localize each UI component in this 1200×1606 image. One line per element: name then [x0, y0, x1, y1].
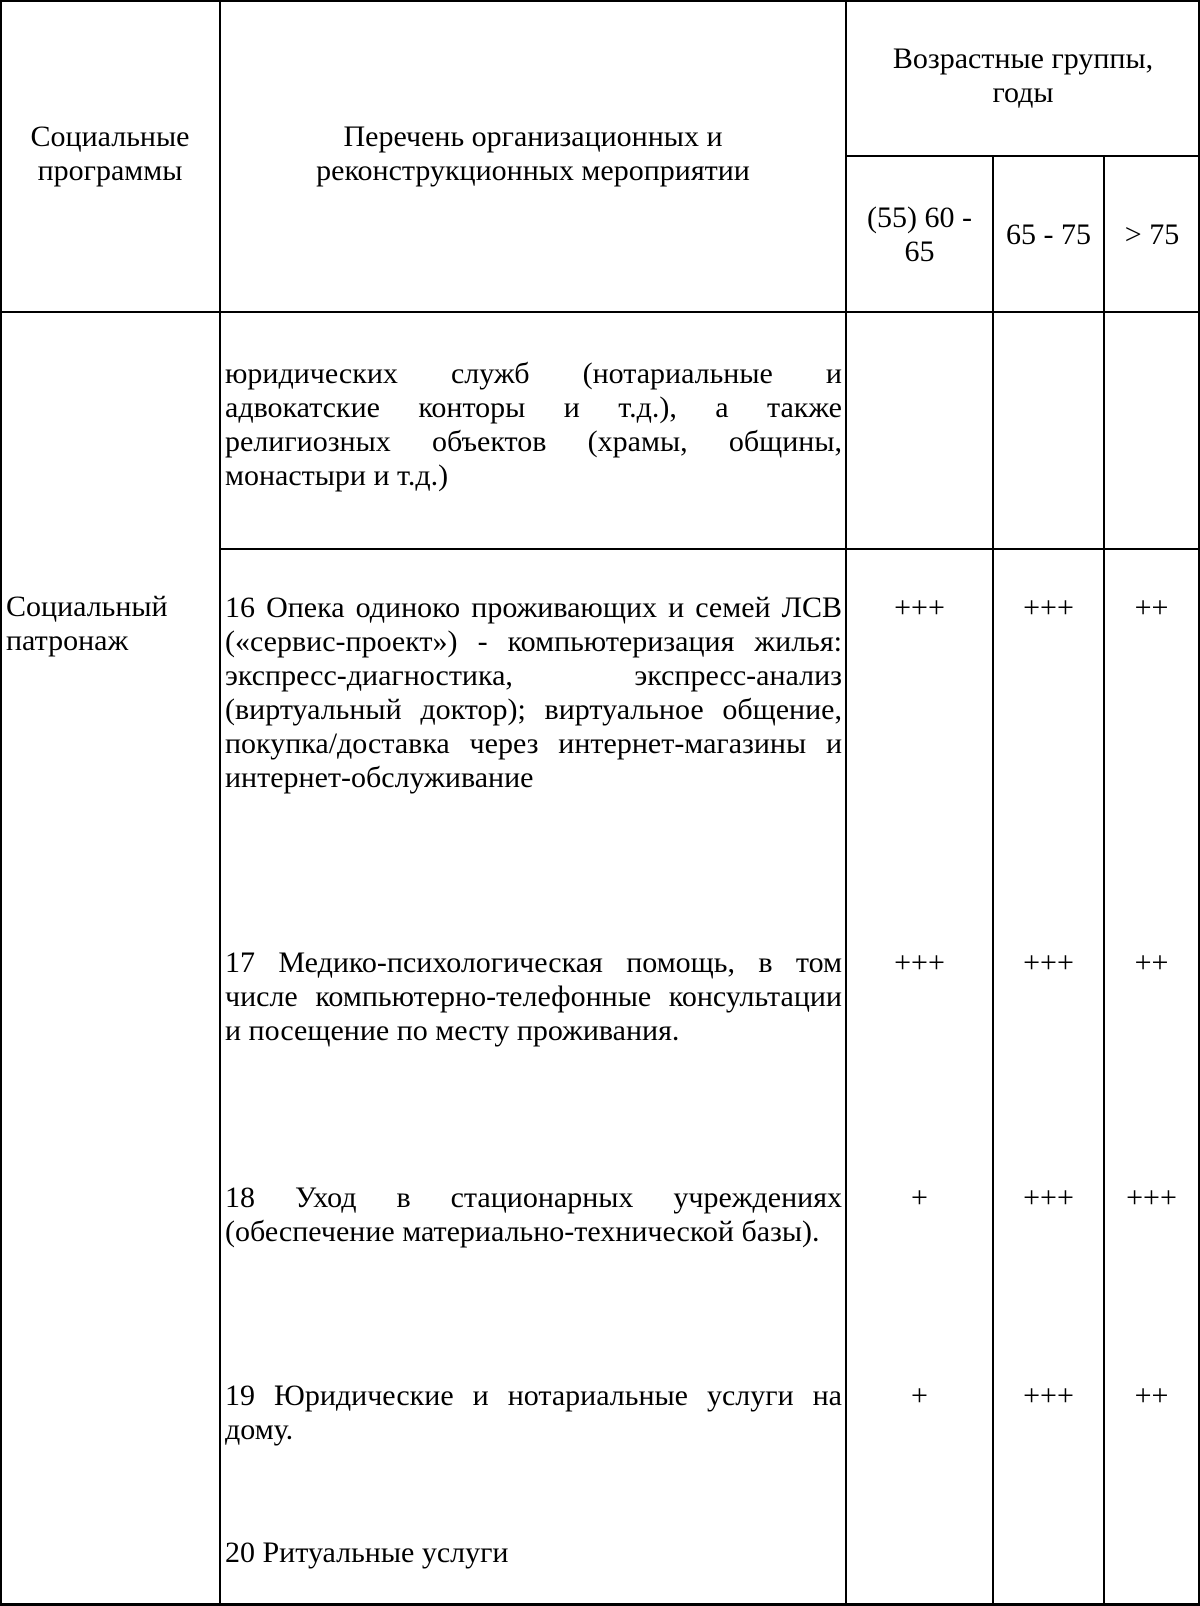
row-text: 17 Медико-психологическая помощь, в том числе компьютерно-телефонные консультации и посещение по месту проживания.: [225, 946, 842, 1047]
mark-age-2: +++: [1023, 1181, 1074, 1214]
row-text: юридических служб (нотариальные и адвокатские конторы и т.д.), а также религиозных объектов (храмы, общины, монастыри и т.д.): [225, 357, 842, 492]
row-text: 18 Уход в стационарных учреждениях (обеспечение материально-технической базы).: [225, 1181, 842, 1248]
row-text: 20 Ритуальные услуги: [225, 1536, 509, 1569]
mark-age-1: +++: [894, 591, 945, 624]
program-name: Социальный патронаж: [6, 590, 168, 657]
divider-age-header: [845, 155, 1200, 157]
header-measures: Перечень организационных и реконструкционных мероприятии: [316, 120, 750, 187]
header-age-1: (55) 60 - 65: [867, 201, 972, 268]
mark-age-1: +: [911, 1181, 928, 1214]
mark-age-3: ++: [1134, 591, 1169, 624]
divider-col-1: [219, 0, 221, 1606]
mark-age-2: +++: [1023, 591, 1074, 624]
mark-age-1: +: [911, 1379, 928, 1412]
border-left: [0, 0, 2, 1606]
border-top: [0, 0, 1200, 2]
divider-header: [0, 311, 1200, 313]
mark-age-2: +++: [1023, 1379, 1074, 1412]
header-age-3: > 75: [1124, 218, 1180, 251]
mark-age-3: ++: [1134, 1379, 1169, 1412]
divider-col-2: [845, 0, 847, 1606]
header-age-2: 65 - 75: [1006, 218, 1091, 251]
mark-age-3: +++: [1126, 1181, 1177, 1214]
header-programs: Социальные программы: [30, 120, 190, 187]
row-text: 16 Опека одиноко проживающих и семей ЛСВ («сервис-проект») - компьютеризация жилья: экспресс-диагностика, экспресс-анализ (виртуальный доктор); виртуальное общение, покупка/доставка через интернет-магазины и интернет-обслуживание: [225, 591, 842, 794]
mark-age-3: ++: [1134, 946, 1169, 979]
row-text: 19 Юридические и нотариальные услуги на дому.: [225, 1379, 842, 1446]
header-age-groups: Возрастные группы, годы: [892, 42, 1154, 109]
mark-age-2: +++: [1023, 946, 1074, 979]
mark-age-1: +++: [894, 946, 945, 979]
divider-row-1: [219, 548, 1200, 550]
